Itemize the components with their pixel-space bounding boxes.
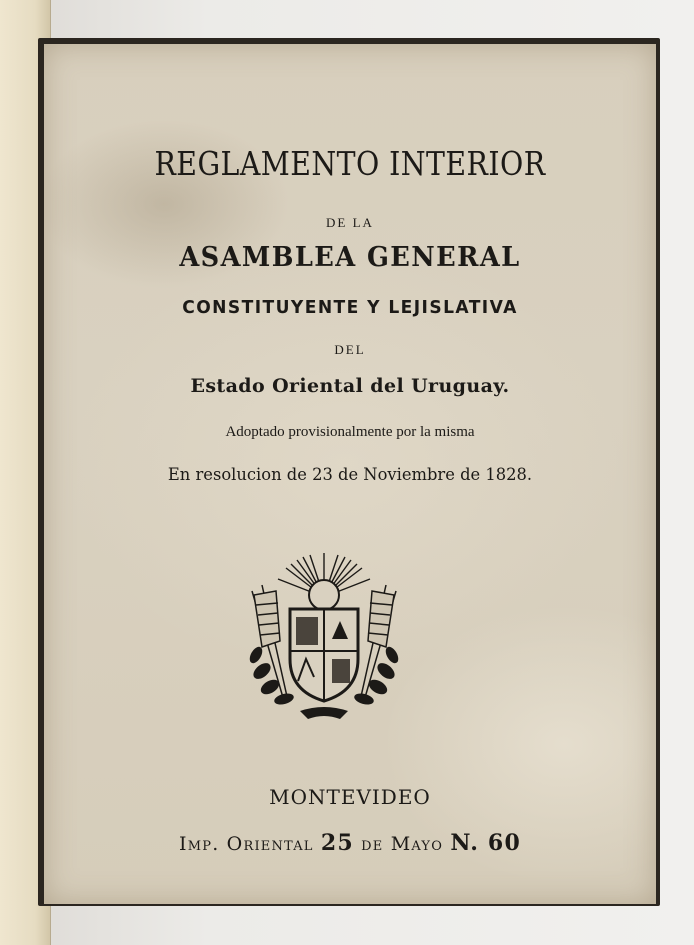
imprint-line [44, 830, 656, 856]
line-del: DEL [334, 342, 366, 357]
imprint-city: MONTEVIDEO [269, 785, 431, 809]
resolution-date: En resolucion de 23 de Noviembre de 1828. [167, 465, 533, 485]
imprint-number: 25 [320, 830, 354, 856]
assembly-type: CONSTITUYENTE Y LEJISLATIVA [182, 297, 518, 318]
imprint-mid: de Mayo [361, 833, 444, 855]
coat-of-arms-icon [240, 551, 408, 723]
title-page [44, 44, 656, 904]
document-title: REGLAMENTO INTERIOR [154, 144, 546, 183]
imprint-prefix: Imp. Oriental [179, 833, 314, 855]
adoption-note: Adoptado provisionalmente por la misma [225, 424, 475, 440]
line-de-la: DE LA [326, 215, 374, 230]
state-name: Estado Oriental del Uruguay. [190, 375, 510, 397]
assembly-name: ASAMBLEA GENERAL [179, 242, 521, 273]
imprint-no: N. 60 [450, 830, 521, 856]
